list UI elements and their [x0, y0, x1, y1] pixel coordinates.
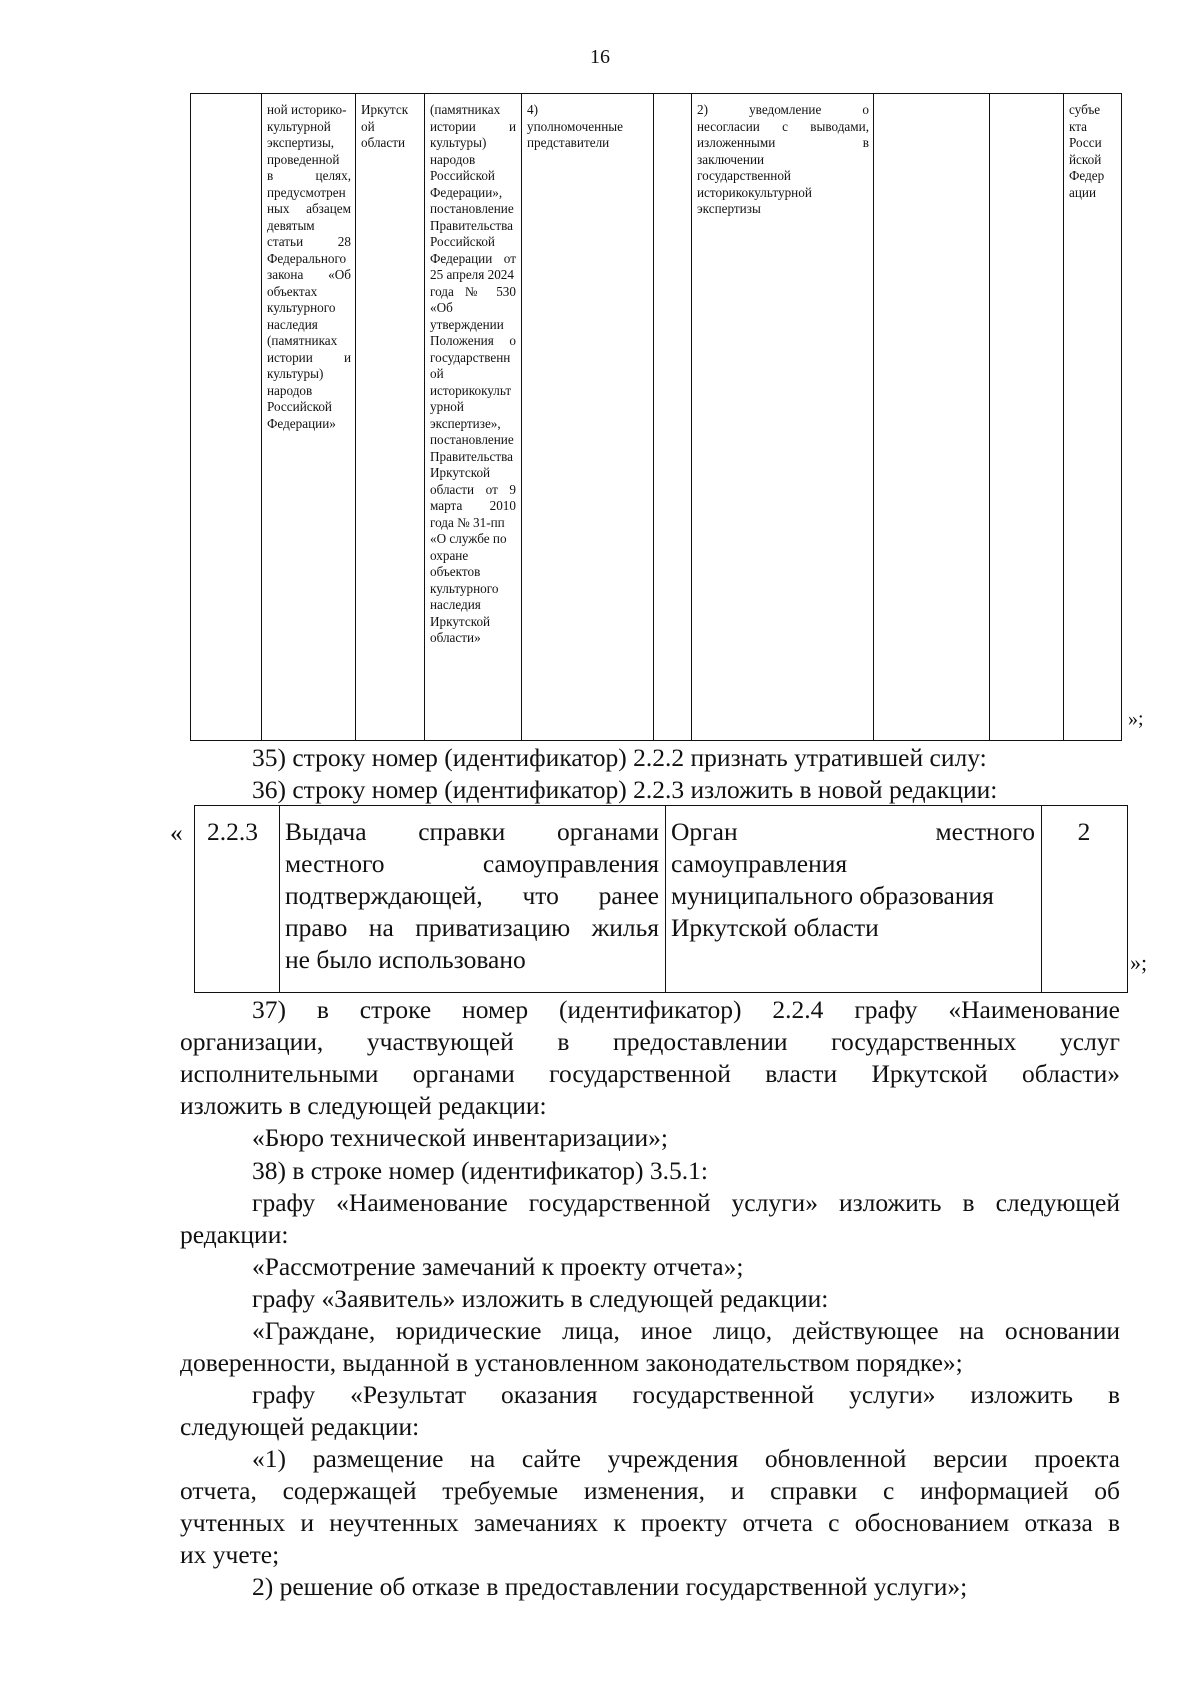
cell-line: 25 апреля 2024 — [430, 267, 514, 282]
text-line: их учете; — [180, 1540, 280, 1569]
cell-line: истории и — [267, 349, 351, 365]
cell-line: Орган местного — [671, 817, 1035, 846]
table-cell-id: 2.2.3 — [207, 817, 258, 846]
text-line: 37) в строке номер (идентификатор) 2.2.4 графу «Наименование — [252, 995, 1120, 1024]
cell-line: Росси — [1069, 135, 1102, 150]
text-line: изложить в следующей редакции: — [180, 1091, 547, 1120]
table-column-divider — [355, 94, 356, 740]
paragraph-38-applicant-value — [180, 1315, 1120, 1379]
text-line: «Граждане, юридические лица, иное лицо, действующее на основании — [252, 1316, 1120, 1345]
paragraph-35: 35) строку номер (идентификатор) 2.2.2 признать утратившей силу: — [252, 743, 987, 772]
cell-line: государственн — [430, 349, 511, 365]
table-column-divider — [424, 94, 425, 740]
paragraph-38-result-value-2: 2) решение об отказе в предоставлении государственной услуги»; — [252, 1572, 968, 1601]
paragraph-36: 36) строку номер (идентификатор) 2.2.3 изложить в новой редакции: — [252, 775, 998, 804]
table-open-quote: « — [170, 818, 183, 847]
cell-line: самоуправления — [671, 849, 848, 878]
paragraph-38-applicant: графу «Заявитель» изложить в следующей редакции: — [252, 1284, 829, 1313]
cell-line: урной — [430, 399, 464, 414]
cell-line: местного самоуправления — [285, 849, 659, 878]
cell-line: культуры) — [267, 366, 324, 381]
cell-line: несогласии с выводами, — [697, 118, 869, 134]
paragraph-38-result — [180, 1379, 1120, 1443]
cell-line: заключении — [697, 151, 765, 167]
paragraph-37 — [180, 994, 1120, 1122]
cell-line: Федер — [1069, 168, 1105, 183]
cell-line: в целях, — [267, 168, 351, 183]
cell-line: Федерального — [267, 250, 347, 266]
cell-line: наследия — [267, 316, 318, 332]
cell-line: Федерации», — [430, 184, 503, 200]
cell-line: Иркутск — [361, 102, 409, 117]
cell-line: уполномоченные — [527, 118, 623, 134]
cell-line: экспертизы, — [267, 135, 335, 150]
cell-line: объектов — [430, 564, 481, 579]
table-row-2-2-3 — [194, 805, 1128, 993]
cell-line: области — [361, 135, 406, 150]
cell-line: проведенной — [267, 151, 340, 167]
cell-line: представители — [527, 135, 610, 150]
cell-line: постановление — [430, 201, 514, 216]
table-cell-result — [697, 102, 869, 218]
page-number: 16 — [590, 46, 610, 68]
table-cell-representatives — [527, 102, 649, 152]
paragraph-38-intro: 38) в строке номер (идентификатор) 3.5.1: — [252, 1156, 708, 1185]
text-line: редакции: — [180, 1220, 289, 1249]
text-line: доверенности, выданной в установленном законодательством порядке»; — [180, 1348, 963, 1377]
cell-line: года № 31-пп — [430, 514, 505, 530]
cell-line: статьи 28 — [267, 234, 351, 249]
cell-line: Российской — [430, 168, 495, 183]
cell-line: ации — [1069, 184, 1097, 200]
cell-line: (памятниках — [267, 333, 338, 348]
paragraph-37-value: «Бюро технической инвентаризации»; — [252, 1123, 668, 1152]
cell-line: марта 2010 — [430, 498, 516, 513]
cell-line: муниципального образования — [671, 881, 994, 910]
cell-line: Выдача справки органами — [285, 817, 659, 846]
table-cell-expertise-basis — [267, 102, 351, 432]
cell-line: ных абзацем — [267, 201, 351, 216]
text-line: графу «Наименование государственной услуги» изложить в следующей — [252, 1188, 1120, 1217]
table-column-divider — [989, 94, 990, 740]
text-line: исполнительными органами государственной власти Иркутской области» — [180, 1059, 1120, 1088]
table-cell-count: 2 — [1077, 817, 1091, 846]
cell-line: закона «Об — [267, 267, 351, 282]
cell-line: Российской — [267, 399, 332, 414]
cell-line: йской — [1069, 151, 1102, 167]
cell-line: культурного — [267, 300, 336, 315]
cell-line: Федерации» — [267, 415, 336, 431]
cell-line: подтверждающей, что ранее — [285, 881, 659, 910]
cell-line: «Об — [430, 300, 453, 315]
table-column-divider — [665, 806, 666, 992]
cell-line: Российской — [430, 234, 495, 249]
cell-line: (памятниках — [430, 102, 501, 117]
cell-line: Правительства — [430, 217, 513, 233]
text-line: следующей редакции: — [180, 1412, 420, 1441]
table-cell-legal-basis — [430, 102, 516, 647]
cell-line: ой — [361, 118, 375, 134]
cell-line: историкокульт — [430, 382, 512, 398]
table-end-quote: »; — [1130, 950, 1148, 975]
cell-line: культурного — [430, 580, 499, 596]
cell-line: не было использовано — [285, 945, 526, 974]
text-line: отчета, содержащей требуемые изменения, и справки с информацией об — [180, 1476, 1120, 1505]
cell-line: историкокультурной — [697, 184, 812, 200]
cell-line: Федерации от — [430, 250, 516, 266]
table-column-divider — [521, 94, 522, 740]
cell-line: области» — [430, 630, 481, 645]
cell-line: ой — [430, 366, 444, 381]
cell-line: утверждении — [430, 316, 504, 332]
cell-line: народов — [430, 151, 476, 167]
cell-line: года № 530 — [430, 283, 516, 299]
table-cell-region — [361, 102, 421, 152]
table-column-divider — [1063, 94, 1064, 740]
cell-line: Иркутской области — [671, 913, 879, 942]
cell-line: 2) уведомление о — [697, 102, 869, 117]
cell-line: объектах — [267, 283, 318, 299]
text-line: «1) размещение на сайте учреждения обновленной версии проекта — [252, 1444, 1120, 1473]
text-line: организации, участвующей в предоставлении государственных услуг — [180, 1027, 1120, 1056]
cell-line: кта — [1069, 118, 1088, 134]
cell-line: экспертизы — [697, 201, 761, 216]
cell-line: изложенными в — [697, 135, 869, 150]
cell-line: народов — [267, 382, 313, 398]
cell-line: Положения о — [430, 333, 516, 348]
cell-line: ной историко- — [267, 102, 347, 117]
table-end-quote: »; — [1128, 708, 1144, 730]
cell-line: охране — [430, 547, 469, 563]
table-cell-service-name — [285, 816, 659, 976]
text-line: учтенных и неучтенных замечаниях к проекту отчета с обоснованием отказа в — [180, 1508, 1120, 1537]
table-column-divider — [691, 94, 692, 740]
cell-line: экспертизе», — [430, 415, 501, 431]
cell-line: «О службе по — [430, 531, 507, 546]
cell-line: культуры) — [430, 135, 487, 150]
cell-line: наследия — [430, 597, 481, 612]
table-column-divider — [261, 94, 262, 740]
cell-line: государственной — [697, 168, 791, 183]
cell-line: истории и — [430, 118, 516, 134]
cell-line: Правительства — [430, 448, 513, 464]
table-column-divider — [873, 94, 874, 740]
paragraph-38-name-value: «Рассмотрение замечаний к проекту отчета»; — [252, 1252, 744, 1281]
cell-line: культурной — [267, 118, 331, 134]
cell-line: субъе — [1069, 102, 1101, 117]
cell-line: постановление — [430, 432, 514, 447]
cell-line: предусмотрен — [267, 184, 346, 200]
table-column-divider — [279, 806, 280, 992]
cell-line: области от 9 — [430, 481, 516, 497]
cell-line: право на приватизацию жилья — [285, 913, 659, 942]
paragraph-38-name — [180, 1187, 1120, 1251]
cell-line: Иркутской — [430, 613, 491, 629]
text-line: графу «Результат оказания государственной услуги» изложить в — [252, 1380, 1120, 1409]
paragraph-38-result-value — [180, 1443, 1120, 1571]
cell-line: Иркутской — [430, 465, 491, 480]
table-continuation — [190, 93, 1122, 741]
table-cell-subject — [1069, 102, 1117, 201]
cell-line: девятым — [267, 217, 315, 233]
table-cell-organization — [671, 816, 1035, 944]
cell-line: 4) — [527, 102, 538, 117]
table-column-divider — [653, 94, 654, 740]
